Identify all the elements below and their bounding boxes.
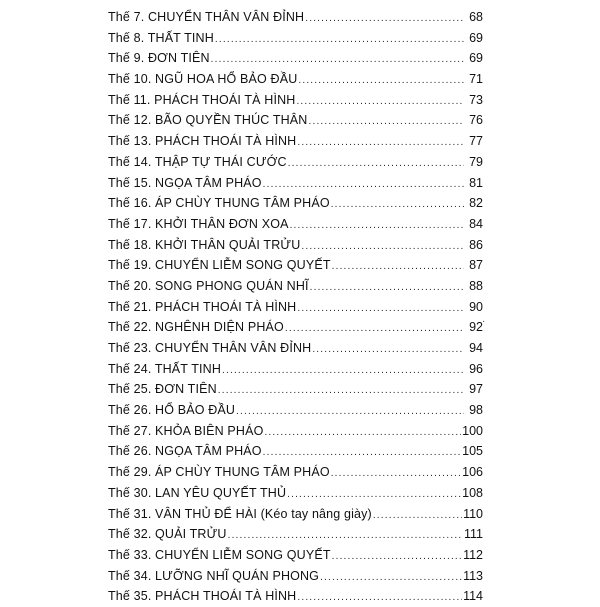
toc-entry-title: Thế 14. THẬP TỰ THÁI CƯỚC — [108, 154, 287, 169]
toc-entry — [108, 110, 483, 131]
toc-entry-title: Thế 31. VÂN THỦ ĐỂ HÀI (Kéo tay nâng giày) — [108, 506, 372, 521]
toc-entry-page: 100 — [462, 423, 483, 438]
dot-leader — [263, 175, 464, 194]
toc-entry-title: Thế 16. ÁP CHÙY THUNG TÂM PHÁO — [108, 196, 330, 211]
toc-entry-title: Thế 25. ĐƠN TIÊN — [108, 382, 217, 397]
toc-entry — [108, 441, 483, 462]
toc-entry-title: Thế 7. CHUYỂN THÂN VÂN ĐỈNH — [108, 10, 305, 24]
dot-leader — [263, 443, 461, 462]
toc-entry-page: 105 — [462, 444, 483, 459]
dot-leader — [287, 485, 461, 504]
toc-entry — [108, 297, 483, 318]
toc-entry-title: Thế 29. ÁP CHÙY THUNG TÂM PHÁO — [108, 465, 330, 480]
toc-entry — [108, 7, 483, 28]
toc-entry-page: 90 — [469, 299, 483, 314]
toc-entry-page: 69 — [469, 30, 483, 45]
toc-entry-page: 71 — [469, 72, 483, 87]
toc-entry — [108, 276, 483, 297]
toc-entry — [108, 152, 483, 173]
toc-entry — [108, 235, 483, 256]
toc-entry-title: Thế 23. CHUYỂN THÂN VÂN ĐỈNH — [108, 341, 312, 355]
toc-entry-page: 108 — [462, 485, 483, 500]
toc-entry-page: 97 — [469, 382, 483, 397]
toc-entry-title: Thế 34. LƯỠNG NHĨ QUÁN PHONG — [108, 568, 320, 583]
toc-entry — [108, 379, 483, 400]
toc-entry-title: Thế 18. KHỞI THÂN QUẢI TRỬU — [108, 237, 301, 252]
dot-leader — [285, 319, 464, 338]
toc-entry-title: Thế 17. KHỞI THÂN ĐƠN XOA — [108, 216, 289, 231]
toc-entry — [108, 193, 483, 214]
toc-entry-page: 96 — [469, 361, 483, 376]
dot-leader — [331, 464, 461, 483]
toc-entry-page: 92 — [469, 320, 483, 335]
dot-leader — [373, 506, 462, 525]
toc-entry-title: Thế 11. PHÁCH THOÁI TÀ HÌNH — [108, 92, 296, 107]
toc-entry-page: 76 — [469, 113, 483, 128]
toc-entry-page: 77 — [469, 134, 483, 149]
toc-entry-page: 82 — [469, 196, 483, 211]
dot-leader — [305, 9, 464, 28]
toc-entry-title: Thế 27. KHỎA BIÊN PHÁO — [108, 423, 264, 438]
toc-entry-title: Thế 9. ĐƠN TIÊN — [108, 51, 210, 66]
toc-entry-page: 111 — [463, 527, 483, 542]
toc-entry-title: Thế 12. BÃO QUYỀN THÚC THÂN — [108, 113, 308, 128]
dot-leader — [332, 257, 464, 276]
toc-entry — [108, 421, 483, 442]
toc-entry-title: Thế 35. PHÁCH THOÁI TÀ HÌNH — [108, 589, 297, 604]
table-of-contents — [108, 7, 486, 607]
dot-leader — [332, 547, 462, 566]
toc-entry — [108, 483, 483, 504]
toc-entry — [108, 214, 483, 235]
dot-leader — [308, 112, 464, 131]
toc-entry-page: 88 — [469, 278, 483, 293]
toc-entry — [108, 69, 483, 90]
toc-entry-title: Thế 32. QUẢI TRỬU — [108, 527, 227, 542]
toc-entry — [108, 566, 483, 587]
toc-entry-title: Thế 33. CHUYỂN LIỄM SONG QUYẾT — [108, 547, 331, 562]
toc-entry — [108, 48, 483, 69]
dot-leader — [320, 568, 462, 587]
stray-print-mark: · — [482, 316, 486, 327]
toc-entry — [108, 462, 483, 483]
dot-leader — [310, 278, 464, 297]
toc-entry-page: 68 — [469, 10, 483, 24]
toc-entry-page: 112 — [463, 547, 483, 562]
toc-entry-page: 73 — [469, 92, 483, 107]
toc-entry-title: Thế 26. HỔ BẢO ĐẦU — [108, 403, 236, 418]
dot-leader — [215, 30, 464, 49]
toc-entry — [108, 90, 483, 111]
toc-entry-page: 87 — [469, 258, 483, 273]
toc-entry-title: Thế 19. CHUYỂN LIỄM SONG QUYẾT — [108, 258, 331, 273]
dot-leader — [312, 340, 464, 359]
toc-entry-page: 113 — [463, 568, 483, 583]
toc-entry-page: 106 — [462, 465, 483, 480]
dot-leader — [228, 526, 463, 545]
toc-entry — [108, 338, 483, 359]
dot-leader — [298, 71, 464, 90]
toc-entry-page: 69 — [469, 51, 483, 66]
toc-entry-page: 110 — [463, 506, 483, 521]
toc-entry-page: 114 — [463, 589, 483, 604]
dot-leader — [297, 299, 464, 318]
dot-leader — [297, 588, 462, 607]
toc-entry — [108, 586, 483, 607]
toc-entry — [108, 504, 483, 525]
toc-entry-title: Thế 26. NGỌA TÂM PHÁO — [108, 444, 262, 459]
toc-entry-page: 79 — [469, 154, 483, 169]
toc-entry-title: Thế 15. NGỌA TÂM PHÁO — [108, 175, 262, 190]
dot-leader — [222, 361, 464, 380]
dot-leader — [211, 50, 464, 69]
toc-entry — [108, 255, 483, 276]
toc-entry-page: 94 — [469, 341, 483, 355]
toc-entry-title: Thế 10. NGŨ HOA HỔ BẢO ĐẦU — [108, 72, 298, 87]
toc-entry-page: 84 — [469, 216, 483, 231]
toc-entry-title: Thế 13. PHÁCH THOÁI TÀ HÌNH — [108, 134, 297, 149]
toc-entry-title: Thế 20. SONG PHONG QUÁN NHĨ — [108, 278, 309, 293]
dot-leader — [264, 423, 461, 442]
dot-leader — [297, 133, 464, 152]
dot-leader — [290, 216, 464, 235]
toc-entry — [108, 316, 486, 338]
toc-entry — [108, 131, 483, 152]
toc-entry-title: Thế 30. LAN YÊU QUYẾT THỦ — [108, 485, 287, 500]
dot-leader — [218, 381, 464, 400]
toc-entry — [108, 173, 483, 194]
toc-entry-page: 81 — [469, 175, 483, 190]
toc-entry — [108, 359, 483, 380]
dot-leader — [236, 402, 464, 421]
toc-entry — [108, 545, 483, 566]
toc-entry — [108, 28, 483, 49]
toc-entry-page: 98 — [469, 403, 483, 418]
toc-entry-page: 86 — [469, 237, 483, 252]
dot-leader — [296, 92, 464, 111]
dot-leader — [331, 195, 464, 214]
toc-entry — [108, 400, 483, 421]
toc-entry-title: Thế 24. THẤT TINH — [108, 361, 222, 376]
toc-entry-title: Thế 8. THẤT TINH — [108, 30, 214, 45]
toc-entry-title: Thế 21. PHÁCH THOÁI TÀ HÌNH — [108, 299, 297, 314]
toc-entry — [108, 524, 483, 545]
dot-leader — [288, 154, 464, 173]
dot-leader — [301, 237, 464, 256]
toc-entry-title: Thế 22. NGHÊNH DIỆN PHÁO — [108, 320, 284, 335]
